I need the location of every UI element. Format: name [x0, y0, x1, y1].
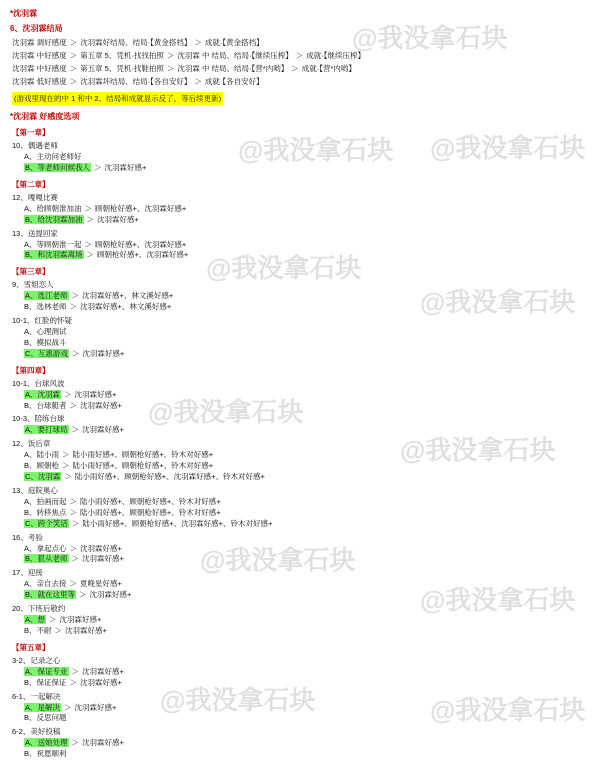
chapter-label: 【第二章】 — [12, 179, 50, 189]
arrow-icon: ＞ — [62, 461, 70, 471]
option-effect: 沈羽霖好感+ — [82, 425, 124, 435]
arrow-icon: ＞ — [71, 554, 80, 564]
question-title: 10-3、陪练台球 — [12, 414, 65, 424]
option-row[interactable] — [24, 349, 590, 360]
option-label: B、狠从老师 — [25, 554, 68, 564]
option-label: B、和沈羽霖离场 — [25, 250, 83, 260]
ending-prefix: 沈羽霖 低好感度 — [12, 77, 67, 86]
option-label: A、沈羽霖 — [25, 389, 61, 399]
arrow-icon: ＞ — [69, 77, 78, 86]
option-row[interactable] — [24, 291, 590, 302]
option-label: A、亲自去接 — [24, 579, 67, 589]
option-row[interactable] — [24, 450, 590, 461]
option-effect: 顾朝枪好感+、沈羽霖好感+ — [95, 203, 187, 213]
watermark: @我没拿石块 — [430, 695, 586, 725]
ending-row — [12, 37, 590, 49]
option-row[interactable] — [24, 497, 590, 508]
arrow-icon: ＞ — [64, 389, 72, 399]
option-label: A、拍画而起 — [24, 496, 67, 506]
watermark: @我没拿石块 — [430, 133, 586, 163]
ending-row — [12, 76, 590, 88]
option-label: A、主动问老师好 — [24, 152, 82, 161]
arrow-icon: ＞ — [69, 400, 78, 410]
option-row[interactable] — [24, 461, 590, 472]
option-row[interactable] — [24, 544, 590, 555]
question-title: 20、下班后敬约 — [12, 604, 66, 613]
ending-step: 成就·【黄金搭档】 — [204, 38, 264, 47]
option-effect: 沈羽霖好感+ — [104, 162, 147, 172]
ending-step: 成就·【各自安好】 — [204, 77, 264, 86]
arrow-icon: ＞ — [62, 450, 70, 460]
question-title: 12、嘎嘎比赛 — [12, 192, 58, 202]
arrow-icon: ＞ — [94, 162, 102, 172]
arrow-icon: ＞ — [194, 38, 202, 47]
arrow-icon: ＞ — [166, 64, 175, 73]
arrow-icon: ＞ — [71, 348, 80, 358]
ending-step: 沈羽霖 中 结局、结局·【继续压榨】 — [177, 51, 293, 60]
watermark: @我没拿石块 — [160, 685, 316, 715]
ending-step: 第五章 5、凭机·找鞋拍照 — [80, 64, 164, 73]
option-label: A、陆小雨 — [24, 450, 60, 460]
option-effect: 夏晚星好感+ — [80, 579, 122, 589]
option-row[interactable] — [24, 554, 590, 565]
arrow-icon: ＞ — [84, 239, 93, 249]
arrow-icon: ＞ — [291, 64, 299, 73]
option-label: A、选江老师 — [25, 291, 68, 301]
section-endings-title: 6、沈羽霖结局 — [10, 24, 63, 33]
question-title: 3-2、记录之心 — [12, 655, 61, 665]
option-label: B、选林老师 — [24, 302, 67, 312]
arrow-icon: ＞ — [194, 77, 202, 86]
arrow-icon: ＞ — [69, 51, 78, 60]
option-effect: 沈羽霖好感+ — [82, 738, 124, 748]
watermark: @我没拿石块 — [420, 287, 576, 317]
arrow-icon: ＞ — [54, 625, 63, 635]
watermark: @我没拿石块 — [400, 435, 556, 465]
option-label: A、给顾朝淮加油 — [24, 203, 82, 213]
option-label: B、祝愿顺利 — [24, 749, 67, 759]
arrow-icon: ＞ — [295, 51, 304, 60]
option-label: B、给沈羽霖加油 — [25, 214, 83, 224]
page-header: *沈羽霖 — [10, 9, 38, 18]
option-effect: 沈羽霖好感+ — [97, 214, 139, 224]
option-label: B、保证保证 — [24, 677, 67, 687]
option-label: B、就在这里等 — [25, 590, 76, 600]
chapter-label: 【第四章】 — [12, 365, 50, 375]
section-affection-title: *沈羽霖 好感度选项 — [10, 112, 80, 121]
ending-prefix: 沈羽霖 中好感度 — [12, 51, 67, 60]
arrow-icon: ＞ — [49, 615, 57, 624]
watermark: @我没拿石块 — [206, 253, 362, 283]
option-effect: 陆小雨好感+、顾朝枪好感+、沈羽霖好感+、铃木对好感+ — [74, 472, 265, 481]
question-title: 6-2、美好投稿 — [12, 727, 61, 737]
question-title: 10、偶遇老师 — [12, 141, 58, 150]
arrow-icon: ＞ — [79, 590, 87, 600]
option-effect: 沈羽霖好感+、林文溪好感+ — [82, 291, 174, 301]
ending-step: 沈羽霖好结局、结局·【黄金搭档】 — [80, 38, 192, 47]
arrow-icon: ＞ — [71, 518, 80, 528]
option-label: B、模拟战斗 — [24, 337, 67, 347]
chapter-label: 【第一章】 — [12, 128, 50, 137]
ending-step: 成就·【继续压榨】 — [306, 51, 366, 60]
option-row[interactable] — [24, 390, 590, 401]
option-row[interactable] — [24, 250, 590, 261]
option-label: A、想 — [25, 615, 46, 624]
option-row[interactable] — [24, 302, 590, 313]
option-row[interactable] — [24, 590, 590, 601]
option-label: B、等老师问候我人 — [25, 162, 91, 172]
arrow-icon: ＞ — [86, 250, 95, 260]
arrow-icon: ＞ — [84, 203, 93, 213]
option-row[interactable] — [24, 713, 590, 724]
option-row[interactable] — [24, 215, 590, 226]
arrow-icon: ＞ — [69, 496, 78, 506]
option-effect: 陆小雨好感+、顾朝枪好感+、铃木对好感+ — [72, 461, 214, 471]
watermark: @我没拿石块 — [238, 135, 394, 165]
option-label: B、转移焦点 — [24, 507, 67, 517]
option-effect: 沈羽霖好感+ — [80, 400, 122, 410]
option-effect: 沈羽霖好感+ — [82, 554, 124, 564]
ending-prefix: 沈羽霖 中好感度 — [12, 64, 67, 73]
option-label: B、台球艇者 — [24, 400, 67, 410]
chapter-label: 【第三章】 — [12, 267, 50, 277]
option-row[interactable] — [24, 327, 590, 338]
watermark: @我没拿石块 — [420, 585, 576, 615]
arrow-icon: ＞ — [69, 38, 78, 47]
option-row[interactable] — [24, 204, 590, 215]
arrow-icon: ＞ — [166, 51, 175, 60]
question-title: 12、饭后章 — [12, 439, 51, 449]
ending-row — [12, 63, 590, 75]
question-title: 6-1、一起解决 — [12, 691, 61, 701]
option-effect: 沈羽霖好感+ — [80, 543, 122, 553]
arrow-icon: ＞ — [69, 64, 78, 73]
arrow-icon: ＞ — [86, 214, 95, 224]
option-row[interactable] — [24, 738, 590, 749]
arrow-icon: ＞ — [64, 702, 72, 712]
ending-prefix: 沈羽霖 调好感度 — [12, 38, 67, 47]
arrow-icon: ＞ — [69, 579, 78, 589]
ending-row — [12, 50, 590, 62]
option-effect: 沈羽霖好感+ — [74, 389, 117, 399]
option-label: B、反思问题 — [24, 713, 67, 723]
option-row[interactable] — [24, 678, 590, 689]
option-effect: 陆小雨好感+、顾朝枪好感+、铃木对好感+ — [72, 450, 214, 460]
question-title: 10-1、台球风波 — [12, 378, 65, 388]
option-row[interactable] — [24, 703, 590, 714]
option-effect: 沈羽霖好感+ — [65, 625, 107, 635]
endings-list — [10, 37, 590, 88]
option-effect: 沈羽霖好感+ — [74, 702, 117, 712]
arrow-icon: ＞ — [69, 507, 78, 517]
option-label: A、送她处理 — [25, 738, 68, 748]
arrow-icon: ＞ — [69, 302, 78, 312]
question-title: 13、庭院奥心 — [12, 485, 58, 495]
option-effect: 顾朝枪好感+、沈羽霖好感+ — [97, 250, 189, 260]
question-title: 17、迎接 — [12, 568, 43, 578]
watermark: @我没拿石块 — [352, 23, 508, 53]
option-effect: 沈羽霖好感+ — [89, 590, 132, 600]
option-row[interactable] — [24, 667, 590, 678]
watermark: @我没拿石块 — [148, 397, 304, 427]
option-row[interactable] — [24, 508, 590, 519]
option-row[interactable] — [24, 163, 590, 174]
ending-step: 沈羽霖 中 结局、结局·【营*内哟】 — [177, 64, 289, 73]
option-row[interactable] — [24, 240, 590, 251]
option-row[interactable] — [24, 401, 590, 412]
option-label: C、沈羽霖 — [25, 472, 61, 481]
option-row[interactable] — [24, 626, 590, 637]
option-label: A、心理测试 — [24, 327, 67, 336]
option-row[interactable] — [24, 579, 590, 590]
arrow-icon: ＞ — [69, 677, 78, 687]
option-row[interactable] — [24, 152, 590, 163]
arrow-icon: ＞ — [69, 543, 78, 553]
chapter-label: 【第五章】 — [12, 642, 50, 652]
option-effect: 陆小雨好感+、顾朝枪好感+、沈羽霖好感+、铃木对好感+ — [82, 518, 273, 528]
option-effect: 沈羽霖好感+ — [82, 348, 125, 358]
option-label: A、要打球局 — [25, 425, 68, 435]
question-title: 13、送提回家 — [12, 228, 58, 238]
question-title: 10-1、红脸的怀疑 — [12, 316, 73, 325]
option-row[interactable] — [24, 338, 590, 349]
option-effect: 沈羽霖好感+ — [80, 677, 122, 687]
question-title: 16、考验 — [12, 532, 43, 542]
option-label: A、保证专业 — [25, 666, 68, 676]
option-label: B、不耐 — [24, 625, 52, 635]
option-row[interactable] — [24, 472, 590, 483]
ending-step: 第五章 5、凭机·找找拍照 — [80, 51, 164, 60]
option-row[interactable] — [24, 615, 590, 626]
option-effect: 沈羽霖好感+ — [59, 615, 102, 624]
option-label: A、是解决 — [25, 702, 61, 712]
option-row[interactable] — [24, 519, 590, 530]
arrow-icon: ＞ — [64, 472, 72, 481]
arrow-icon: ＞ — [71, 738, 80, 748]
ending-step: 沈羽霖坏结局、结局·【各自安好】 — [80, 77, 192, 86]
option-effect: 陆小雨好感+、顾朝枪好感+、铃木对好感+ — [80, 496, 221, 506]
ending-step: 成就·【营*内哟】 — [301, 64, 356, 73]
option-row[interactable] — [24, 749, 590, 760]
option-effect: 沈羽霖好感+、林文溪好感+ — [80, 302, 172, 312]
arrow-icon: ＞ — [71, 291, 80, 301]
chapters-list — [10, 127, 590, 760]
option-label: A、等顾朝淮一起 — [24, 239, 82, 249]
arrow-icon: ＞ — [71, 666, 80, 676]
option-row[interactable] — [24, 425, 590, 436]
option-label: B、顾朝枪 — [24, 461, 60, 471]
watermark: @我没拿石块 — [200, 545, 356, 575]
option-effect: 沈羽霖好感+ — [82, 666, 124, 676]
option-effect: 陆小雨好感+、顾朝枪好感+、铃木对好感+ — [80, 507, 221, 517]
option-label: A、拿起点心 — [24, 543, 67, 553]
option-effect: 顾朝枪好感+、沈羽霖好感+ — [95, 239, 187, 249]
question-title: 9、雪姐恋人 — [12, 280, 54, 290]
endings-note: (游戏里现在的中 1 和中 2、结局和成就显示反了，等后续更新) — [14, 94, 222, 103]
option-label: C、互惠游戏 — [25, 348, 68, 358]
option-label: C、跨个笑话 — [25, 518, 68, 528]
arrow-icon: ＞ — [71, 425, 80, 435]
